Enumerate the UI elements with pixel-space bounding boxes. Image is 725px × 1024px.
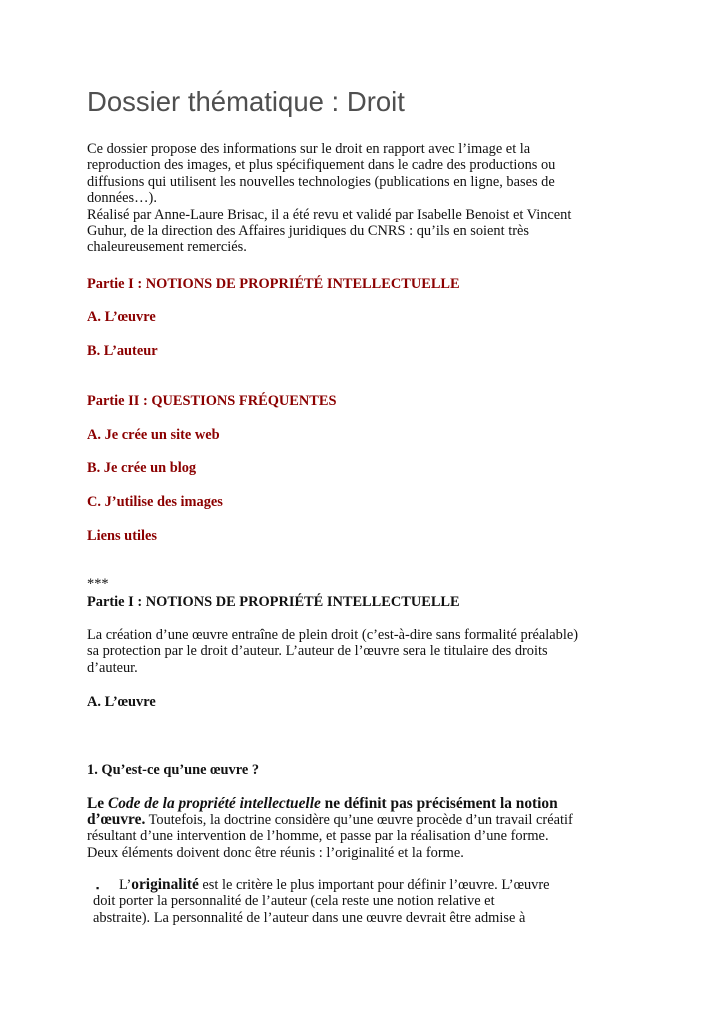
intro-line: Ce dossier propose des informations sur le droit en rapport avec l’image et la (87, 141, 531, 157)
subheading-oeuvre: A. L’œuvre (87, 694, 156, 710)
page-title: Dossier thématique : Droit (87, 86, 405, 117)
code-paragraph (87, 795, 642, 861)
toc-link-part1-a[interactable]: A. L’œuvre (87, 309, 156, 325)
section-line: La création d’une œuvre entraîne de plein droit (c’est-à-dire sans formalité préalable) (87, 627, 579, 643)
question-heading: 1. Qu’est-ce qu’une œuvre ? (87, 762, 260, 778)
section-paragraph (87, 627, 642, 676)
code-line: Toutefois, la doctrine considère qu’une œuvre procède d’un travail créatif (145, 812, 573, 828)
code-lead: Le (87, 795, 108, 812)
bullet-pre: L’ (119, 877, 132, 893)
code-title: Code de la propriété intellectuelle (107, 795, 321, 812)
section-line: sa protection par le droit d’auteur. L’auteur de l’œuvre sera le titulaire des droits (87, 643, 548, 660)
intro-line: chaleureusement remerciés. (87, 239, 247, 256)
separator: *** (87, 576, 109, 592)
toc-link-useful-links[interactable]: Liens utiles (87, 528, 157, 544)
intro-line: Réalisé par Anne-Laure Brisac, il a été revu et validé par Isabelle Benoist et Vincent (87, 206, 572, 223)
section-heading: Partie I : NOTIONS DE PROPRIÉTÉ INTELLECTUELLE (87, 594, 460, 610)
toc-link-part2[interactable]: Partie II : QUESTIONS FRÉQUENTES (87, 393, 337, 409)
oeuvre-term: d’œuvre. (87, 811, 146, 828)
bullet-line: doit porter la personnalité de l’auteur (cela reste une notion relative et (93, 893, 495, 910)
intro-paragraph (87, 141, 642, 256)
toc-link-part2-a[interactable]: A. Je crée un site web (87, 427, 220, 443)
intro-line: reproduction des images, et plus spécifiquement dans le cadre des productions ou (87, 157, 556, 174)
bullet-line: est le critère le plus important pour définir l’œuvre. L’œuvre (198, 877, 550, 893)
section-line: d’auteur. (87, 659, 138, 676)
code-lead-end: ne définit pas précisément la notion (320, 795, 558, 812)
toc-link-part1-b[interactable]: B. L’auteur (87, 343, 158, 359)
bullet-text (93, 876, 639, 926)
bullet-icon: ▪ (96, 883, 100, 893)
code-line: résultant d’une intervention de l’homme, et passe par la réalisation d’une forme. (87, 828, 549, 845)
toc-link-part1[interactable]: Partie I : NOTIONS DE PROPRIÉTÉ INTELLECTUELLE (87, 276, 460, 292)
intro-line: Guhur, de la direction des Affaires juridiques du CNRS : qu’ils en soient très (87, 223, 529, 240)
toc-link-part2-b[interactable]: B. Je crée un blog (87, 460, 197, 476)
toc-link-part2-c[interactable]: C. J’utilise des images (87, 494, 223, 510)
code-line: Deux éléments doivent donc être réunis : l’originalité et la forme. (87, 844, 464, 861)
intro-line: diffusions qui utilisent les nouvelles technologies (publications en ligne, bases de (87, 173, 555, 190)
intro-line: données…). (87, 190, 157, 207)
originalite-term: originalité (131, 876, 199, 893)
bullet-line: abstraite). La personnalité de l’auteur dans une œuvre devrait être admise à (93, 909, 526, 926)
